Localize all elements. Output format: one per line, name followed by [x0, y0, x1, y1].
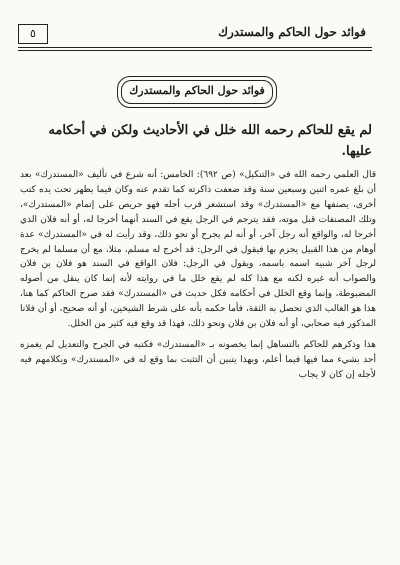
body-text	[20, 168, 376, 383]
header-rule-thin	[18, 50, 372, 51]
paragraph-commentary: هذا وذكرهم للحاكم بالتساهل إنما يخصونه بـ «المستدرك» فكتبه في الجرح والتعديل لم يغمزه أحد بشيء مما فيها فيما أعلم، وبهذا يتبين أن التثبت بما وقع له في «المستدرك» وبكلامهم فيه لأجله إن كان لا يجاب	[20, 339, 376, 380]
paragraph-quote: قال العلمي رحمه الله في «التنكيل» (ص ٦٩٢): الخامس: أنه شرع في تأليف «المستدرك» بعد أن بلغ عمره اثنين وسبعين سنة وقد ضعفت ذاكرته كما تقدم عنه وكان فيما يظهر تحت يده كتب أخرى، يصنفها مع «المستدرك» وقد استشعر قرب أجله فهو حريص على إتمام «المستدرك»، وتلك المصنفات قبل موته، فقد يترجم في الرجل يقع في السند أنهما أخرجا له، أو أنه فلان الذي أخرجا له، والواقع أنه رجل آخر، أو أنه لم يجرح أو نحو ذلك، وقد رأيت له في «المستدرك» عدة أوهام من هذا القبيل يجزم بها فيقول في الرجل: قد أخرج له مسلم، مثلا، مع أن مسلما لم يخرج لرجل آخر شبيه اسمه باسمه، ويقول في الرجل: فلان الواقع في السند هو فلان بن فلان والصواب أنه غيره لكنه مع هذا كله لم يقع خلل ما في روايته لأنه إنما كان ينقل من أصوله المضبوطة، وإنما وقع الخلل في أحكامه فكل حديث في «المستدرك» فقد صرح الحاكم كما هنا، هذا هو الغالب الذي تحصل به الثقة، فأما حكمه بأنه على شرط الشيخين، أو أنه صحيح، أو أن فلانا المذكور فيه صحابي، أو أنه فلان بن فلان ونحو ذلك، فهذا قد وقع فيه كثير من الخلل.	[20, 170, 376, 330]
running-header-title: فوائد حول الحاكم والمستدرك	[218, 25, 366, 39]
running-header	[18, 22, 372, 48]
section-title-frame	[117, 76, 277, 108]
header-rule	[18, 47, 372, 48]
lead-statement: لم يقع للحاكم رحمه الله خلل في الأحاديث ولكن في أحكامه عليها.	[48, 123, 372, 159]
page-number: ٥	[18, 24, 48, 44]
section-title: فوائد حول الحاكم والمستدرك	[129, 84, 265, 97]
